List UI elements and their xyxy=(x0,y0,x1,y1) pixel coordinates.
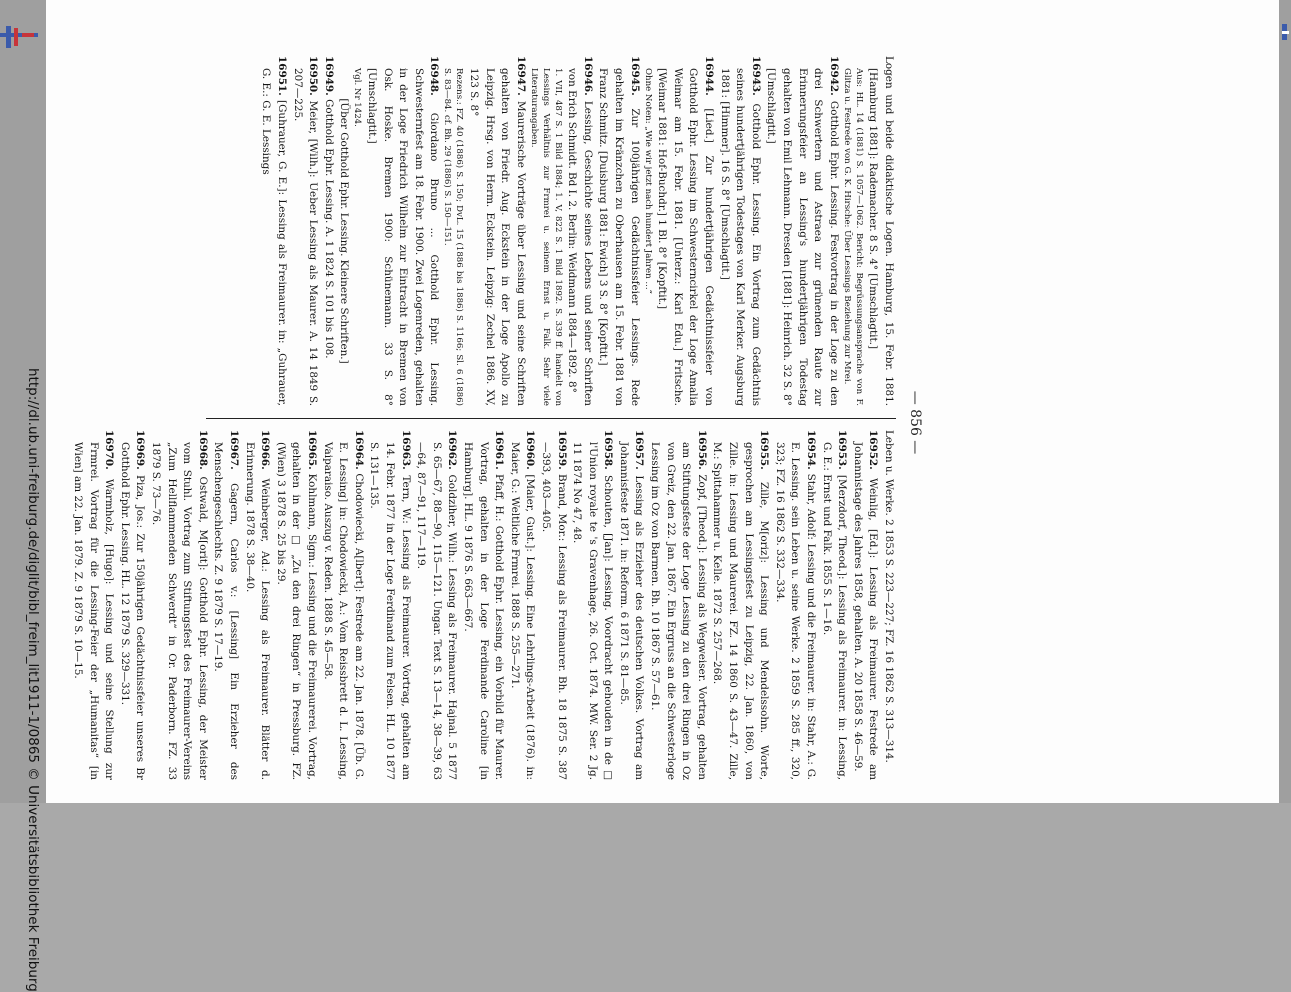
entry: 16964. Chodowiecki, A[lbert]: Festrede am 22. Jan. 1878. [Üb. G. E. Lessing] in: Chodowiecki, A.: Vom Reissbrett d. L. Lessing, Vaiparaiso. Auszug v. Reden. 1888 S. 45—58. xyxy=(321,430,365,780)
entry: 16948. Giordano Bruno ... Gotthold Ephr. Lessing. Schwesternfest am 18. Febr. 1900. Zwei Logenreden, gehalten in der Loge Friedrich Wilhelm zur Eintracht in Bremen von Osk. Hoske. Bremen 1900: Schünemann. 33 S. 8° [Umschlagtit.] xyxy=(365,56,441,406)
entry: 16955. Zille, M[oriz]: Lessing und Mendelssohn. Worte, gesprochen am Lessingsfest zu Leipzig, 22. Jan. 1860, von Zille. in: Lessing und Maurerei. FZ. 14 1860 S. 43—47. Zille, M.: Spittahammer u. Kelle. 1872 S. 257—268. xyxy=(711,430,771,781)
page-number: — 856 — xyxy=(907,390,923,455)
source-url-text: http://dl.ub.uni-freiburg.de/diglit/bibl_freim_lit1911-1/0865 © Universitätsbibliothek Freiburg xyxy=(25,368,41,992)
entry: 16969. Piza, Jos.: Zur 150jährigen Gedächtnissfeier unseres Br Gotthold Ephr. Lessing. HL. 12 1879 S. 329—331. xyxy=(118,430,147,780)
source-url-caption xyxy=(6,368,42,992)
library-logo-icon xyxy=(0,24,38,50)
entry: 16966. Weinberger, Ad.: Lessing als Freimaurer. Blätter d. Erinnerung. 1878 S. 38—40. xyxy=(243,430,272,780)
column-divider xyxy=(206,418,896,419)
entry: 16954. Stahr, Adolf: Lessing und die Freimaurer. in: Stahr, A.: G. E. Lessing. sein Leben u. seine Werke. 2 1859 S. 285 ff., 320, 323; FZ. 16 1862 S. 332—334. xyxy=(773,430,818,780)
entry: 16953. [Merzdorf, Theod.]: Lessing als Freimaurer. in: Lessing, G. E.: Ernst und Falk. 1855 S. 1—16. xyxy=(820,430,849,780)
library-logo-fragment-icon xyxy=(1281,24,1289,40)
entry: 16961. Pfaff, H.: Gotthold Ephr. Lessing, ein Vorbild für Maurer. Vortrag, gehalten in der Loge Ferdinande Caroline [in Hamburg]. HL. 9 1876 S. 663—667. xyxy=(461,430,506,780)
entry: 16968. Ostwald, M[orit]: Gotthold Ephr. Lessing, der Meister vom Stuhl. Vortrag zum Stiftungsfest des Freimaurer-Vereins „Zum Hellflammenden Schwerdt“ in Or. Paderborn. FZ. 33 1879 S. 73—76. xyxy=(150,430,209,780)
rotated-page-content xyxy=(72,56,926,789)
entry: 16958. Schouten, [Jan]: Lessing. Voordracht gehouden in de □ l'Union royale te 's Gravenhage, 26. Oct. 1874. MW. Ser. 2 Jg. 11 1874 No 47, 48. xyxy=(571,430,615,780)
entry: Logen und beide didaktische Logen. Hamburg, 15. Febr. 1881. [Hamburg 1881]: Rademacher. 8 S. 4° [Umschlagtit.] xyxy=(867,56,895,406)
section-heading: [Über Gotthold Ephr. Lessing. Kleinere Schriften.] xyxy=(338,98,351,364)
entry-note: Ohne Noten: „Wie wir jetzt nach hundert Jahren ...“ xyxy=(642,68,653,294)
entry: 16957. Lessing als Erzieher des deutschen Volkes. Vortrag am Johannisfeste 1871. in: Reform. 6 1871 S. 81—85. xyxy=(617,430,646,780)
entry: Leben u. Werke. 2 1853 S. 223—227; FZ. 16 1862 S. 313—314. xyxy=(883,430,895,763)
entry-note: Rezens.: FZ. 40 (1886) S. 150; DvL. 15 (1886 bis 1886) S. 1166; Sl. 6 (1886) S. 83—84. cf. Bh. 29 (1886) S. 150—151. xyxy=(442,68,465,406)
entry: 16965. Kohlmann, Sigm.: Lessing und die Freimaurerei. Vortrag, gehalten in der □ „Zu den drei Ringen“ in Pressburg. FZ. (Wien) 3 1878 S. 25 bis 29. xyxy=(274,430,319,780)
entry: 16951. [Guhrauer, G. E.]: Lessing als Freimaurer. in: „Guhrauer, G. E.: G. E. Lessings xyxy=(260,56,288,406)
entry: 16970. Warmholz, [Hugo]: Lessing und seine Stellung zur Frmrei. Vortrag für die Lessing-Feier der „Humanitas“ [in Wien] am 22. Jan. 1879. Z. 9 1879 S. 10—15. xyxy=(72,430,116,780)
entry: 16945. Zur 100jährigen Gedächtnissfeier Lessings. Rede gehalten im Kränzchen zu Oberhausen am 15. Febr. 1881 von Franz Schmitz. [Duisburg 1881: Ewich] 3 S. 8° [Kopftit.] xyxy=(597,56,641,406)
entry: 16942. Gotthold Ephr. Lessing. Festvortrag in der Loge zu den drei Schwertern und Astraea zur grünenden Raute zur Erinnerungsfeier an Lessing's hundertjährigen Todestag gehalten von Emil Lehmann. Dresden [1881]: Heinrich. 32 S. 8° [Umschlagtit.] xyxy=(765,56,840,406)
entry: 16952. Weinlig, [Ed.]: Lessing als Freimaurer. Festrede am Johannistage des Jahres 1858, gehalten. A. 20 1858 S. 46—59. xyxy=(851,430,880,780)
entry: 16956. Zopf, [Theod.]: Lessing als Wegweiser. Vortrag, gehalten am Stiftungsfeste der Loge Lessing zu den drei Ringen in Oz von Greiz, den 22. Jan. 1867. Ein Ergruss an die Schwesterloge Lessing im Oz von Barmen. Bh. 10 1867 S. 57—61. xyxy=(649,430,708,780)
entry: 16944. [Lied.] Zur hundertjährigen Gedächtnissfeier von Gotthold Ephr. Lessing im Schwesterncirkel der Loge Amalia Weimar am 15. Febr. 1881. [Unterz.: Karl Edu.] Fritsche. [Weimar 1881: Hof-Buchdr.] 1 Bl. 8° [Kopftit.] xyxy=(656,56,716,406)
entry-note: 1. VII, 487 S. 1 Bild 1884; 1. V, 822 S. 1 Bild 1892. S. 339 ff. handelt von Lessings Verhältnis zur Frmrei u. seinem Ernst u. Falk. Sehr viele Literaturangaben. xyxy=(528,68,563,406)
entry-note: Aus: HL. 14 (1881) S. 1057—1062. Bericht: Begrüssungsansprache von F. Glitza u. Festrede von G. K. Hirsche: Über Lessings Beziehung zur Mrei. xyxy=(841,68,864,406)
entry: 16946. Lessing, Geschichte seines Lebens und seiner Schriften von Erich Schmidt. Bd I. 2. Berlin: Weidmann 1884—1892. 8° xyxy=(566,56,594,406)
entry: 16960. [Maier, Gust.]: Lessing. Eine Lehrlings-Arbeit (1876). in: Maier, G.: Weltliche Frmrei. 1888 S. 255—271. xyxy=(508,430,537,780)
left-column xyxy=(258,56,896,406)
entry: 16950. Meier, [Wilh.]: Ueber Lessing als Maurer. A. 14 1849 S. 207—225. xyxy=(291,56,320,406)
right-column xyxy=(70,430,896,780)
viewer-right-margin xyxy=(1279,0,1291,803)
entry: 16967. Gagern, Carlos v.: [Lessing] Ein Erzieher des Menschengeschlechts. Z. 9 1879 S. 17—19. xyxy=(212,430,241,780)
entry: 16959. Brand, Mor.: Lessing als Freimaurer. Bh. 18 1875 S. 387—393, 403—405. xyxy=(539,430,568,781)
entry: 16949. Gotthold Ephr. Lessing. A. 1 1824 S. 101 bis 108. xyxy=(322,56,335,359)
entry-note: Vgl. Nr 1424. xyxy=(352,68,363,127)
scanned-page xyxy=(46,0,1279,803)
entry: 16963. Tern, W.: Lessing als Freimaurer. Vortrag, gehalten am 14. Febr. 1877 in der Loge Ferdinand zum Felsen. HL. 10 1877 S. 131—135. xyxy=(368,430,412,780)
entry: 16962. Goldziher, Wilh.: Lessing als Freimaurer. Hajnal. 5 1877 S. 65—67, 88—90, 115—121. Ungar. Text S. 13—14, 38—39, 63—64, 87—91, 117—119. xyxy=(415,430,459,780)
entry: 16947. Maurerische Vorträge über Lessing und seine Schriften gehalten von Friedr. Aug. Eckstein in der Loge Apollo zu Leipzig. Hrsg. von Herm. Eckstein. Leipzig: Zechel 1886. XV, 123 S. 8° xyxy=(467,56,527,406)
entry: 16943. Gotthold Ephr. Lessing. Ein Vortrag zum Gedächtnis seines hundertjährigen Todestages von Karl Merker. Augsburg 1881: [Himmer]. 16 S. 8° [Umschlagtit.] xyxy=(718,56,762,406)
